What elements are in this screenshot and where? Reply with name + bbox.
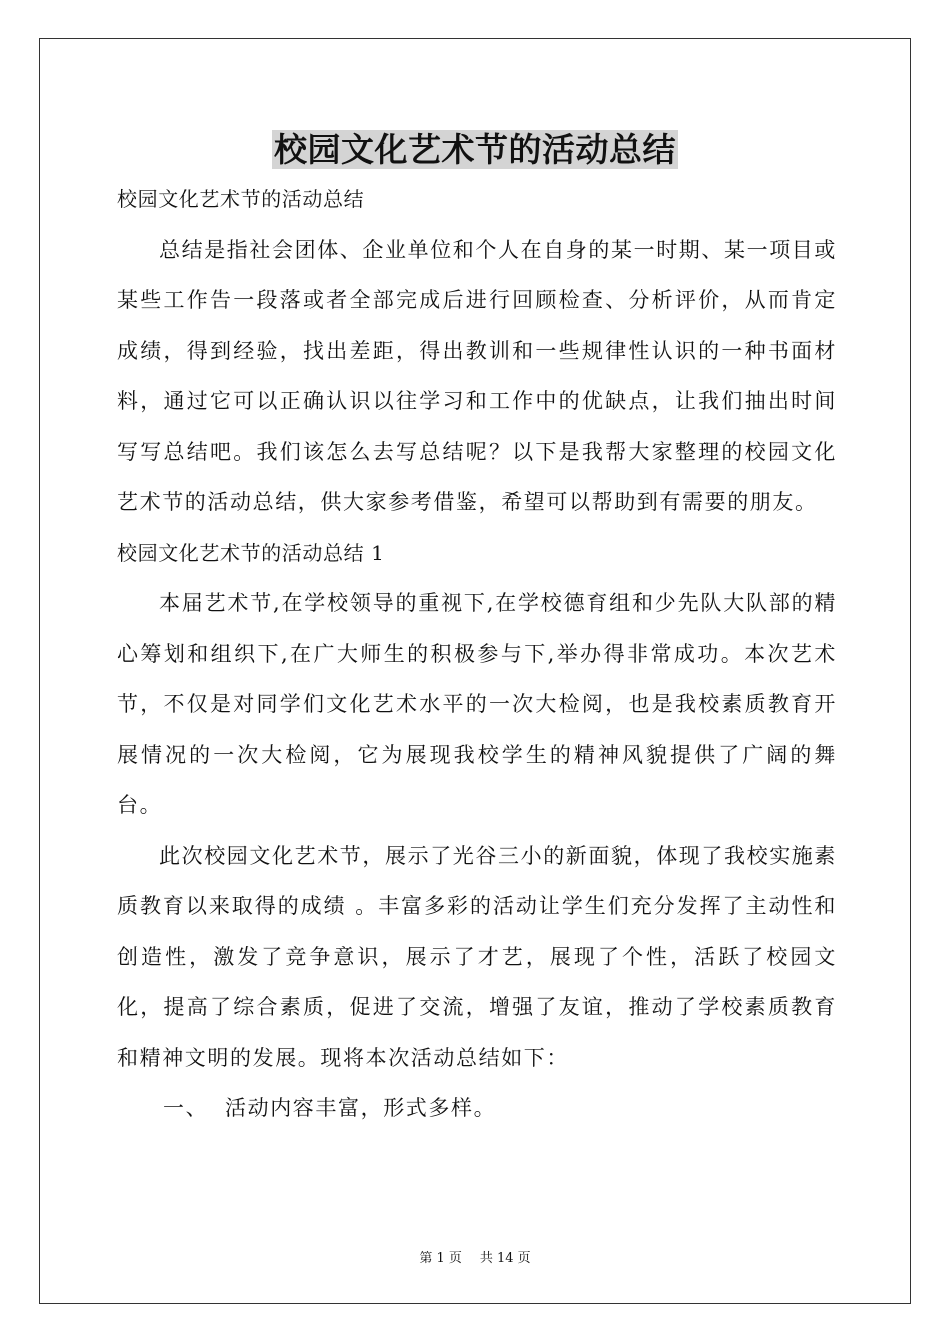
section-heading: 校园文化艺术节的活动总结 1 (117, 540, 385, 565)
list-item-number: 一、 (163, 1096, 209, 1120)
document-title-text: 校园文化艺术节的活动总结 (274, 130, 676, 169)
list-item (117, 1083, 837, 1134)
page-footer (0, 1250, 950, 1268)
document-body (117, 174, 837, 1134)
section-paragraph-1: 本届艺术节,在学校领导的重视下,在学校德育组和少先队大队部的精心筹划和组织下,在广大师生的积极参与下,举办得非常成功。本次艺术节，不仅是对同学们文化艺术水平的一次大检阅，也是我校素质教育开展情况的一次大检阅，它为展现我校学生的精神风貌提供了广阔的舞台。 (117, 591, 837, 817)
document-subtitle: 校园文化艺术节的活动总结 (117, 187, 365, 211)
page-number: 第 1 页 (419, 1251, 462, 1266)
page-total: 共 14 页 (479, 1251, 531, 1266)
document-title (0, 126, 950, 174)
intro-paragraph: 总结是指社会团体、企业单位和个人在自身的某一时期、某一项目或某些工作告一段落或者全部完成后进行回顾检查、分析评价，从而肯定成绩，得到经验，找出差距，得出教训和一些规律性认识的一种书面材料，通过它可以正确认识以往学习和工作中的优缺点，让我们抽出时间写写总结吧。我们该怎么去写总结呢？以下是我帮大家整理的校园文化艺术节的活动总结，供大家参考借鉴，希望可以帮助到有需要的朋友。 (117, 237, 837, 514)
section-paragraph-2: 此次校园文化艺术节，展示了光谷三小的新面貌，体现了我校实施素质教育以来取得的成绩 。丰富多彩的活动让学生们充分发挥了主动性和创造性，激发了竞争意识，展示了才艺，展现了个性，活跃了校园文化，提高了综合素质，促进了交流，增强了友谊，推动了学校素质教育和精神文明的发展。现将本次活动总结如下： (117, 843, 837, 1070)
list-item-text: 活动内容丰富，形式多样。 (225, 1096, 497, 1120)
